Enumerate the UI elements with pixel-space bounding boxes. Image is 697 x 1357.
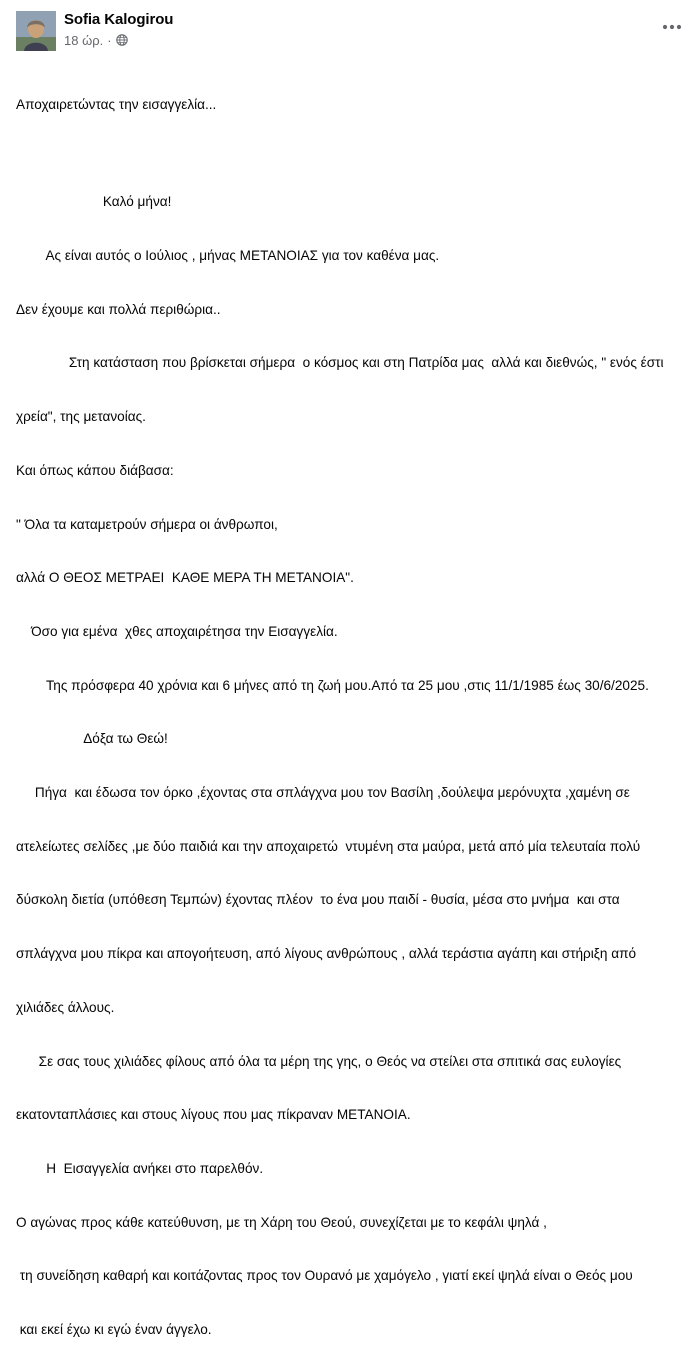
post-line: Καλό μήνα!	[16, 194, 172, 210]
post-line: δύσκολη διετία (υπόθεση Τεμπών) έχοντας πλέον το ένα μου παιδί - θυσία, μέσα στο μνήμα και στα	[16, 892, 620, 908]
post-line: αλλά Ο ΘΕΟΣ ΜΕΤΡΑΕΙ ΚΑΘΕ ΜΕΡΑ ΤΗ ΜΕΤΑΝΟΙΑ".	[16, 570, 354, 586]
more-horizontal-icon	[662, 17, 682, 35]
post-text	[16, 60, 692, 1357]
post-line: Της πρόσφερα 40 χρόνια και 6 μήνες από τη ζωή μου.Από τα 25 μου ,στις 11/1/1985 έως 30/6/2025.	[16, 677, 649, 693]
meta-separator: ·	[107, 32, 112, 48]
author-avatar[interactable]	[16, 11, 56, 51]
post-line: εκατονταπλάσιες και στους λίγους που μας πίκραναν ΜΕΤΑΝΟΙΑ.	[16, 1107, 411, 1123]
post-line: χρεία", της μετανοίας.	[16, 409, 146, 425]
post-line: Σε σας τους χιλιάδες φίλους από όλα τα μέρη της γης, ο Θεός να στείλει στα σπιτικά σας ευλογίες	[16, 1053, 622, 1069]
post-line: Ας είναι αυτός ο Ιούλιος , μήνας ΜΕΤΑΝΟΙΑΣ για τον καθένα μας.	[16, 248, 440, 264]
post-line: και εκεί έχω κι εγώ έναν άγγελο.	[16, 1322, 212, 1338]
avatar-photo	[16, 11, 56, 51]
globe-icon[interactable]	[116, 34, 128, 46]
post-line	[16, 150, 692, 158]
more-options-button[interactable]	[660, 14, 684, 38]
post-line: Και όπως κάπου διάβασα:	[16, 462, 174, 478]
post-line: τη συνείδηση καθαρή και κοιτάζοντας προς τον Ουρανό με χαμόγελο , γιατί εκεί ψηλά είναι ο Θεός μου	[16, 1268, 633, 1284]
post-line: Δεν έχουμε και πολλά περιθώρια..	[16, 301, 221, 317]
post-line: Αποχαιρετώντας την εισαγγελία...	[16, 96, 217, 112]
post-timestamp[interactable]: 18 ώρ.	[64, 32, 104, 48]
post-line: ατελείωτες σελίδες ,με δύο παιδιά και την αποχαιρετώ ντυμένη στα μαύρα, μετά από μία τελευταία πολύ	[16, 838, 641, 854]
post-line: Ο αγώνας προς κάθε κατεύθυνση, με τη Χάρη του Θεού, συνεχίζεται με το κεφάλι ψηλά ,	[16, 1214, 547, 1230]
post-meta	[64, 32, 128, 48]
post-line: Όσο για εμένα χθες αποχαιρέτησα την Εισαγγελία.	[16, 623, 338, 639]
post-line: Δόξα τω Θεώ!	[16, 731, 168, 747]
post-line: Η Εισαγγελία ανήκει στο παρελθόν.	[16, 1160, 264, 1176]
author-name[interactable]: Sofia Kalogirou	[64, 11, 174, 28]
post-line: " Όλα τα καταμετρούν σήμερα οι άνθρωποι,	[16, 516, 278, 532]
post-line: Στη κατάσταση που βρίσκεται σήμερα ο κόσμος και στη Πατρίδα μας αλλά και διεθνώς, " ενός έστι	[16, 355, 664, 371]
post-line: Πήγα και έδωσα τον όρκο ,έχοντας στα σπλάγχνα μου τον Βασίλη ,δούλεψα μερόνυχτα ,χαμένη σε	[16, 785, 630, 801]
post-header	[0, 0, 697, 58]
post-line: σπλάγχνα μου πίκρα και απογοήτευση, από λίγους ανθρώπους , αλλά τεράστια αγάπη και στήριξη από	[16, 946, 637, 962]
post-line: χιλιάδες άλλους.	[16, 999, 115, 1015]
